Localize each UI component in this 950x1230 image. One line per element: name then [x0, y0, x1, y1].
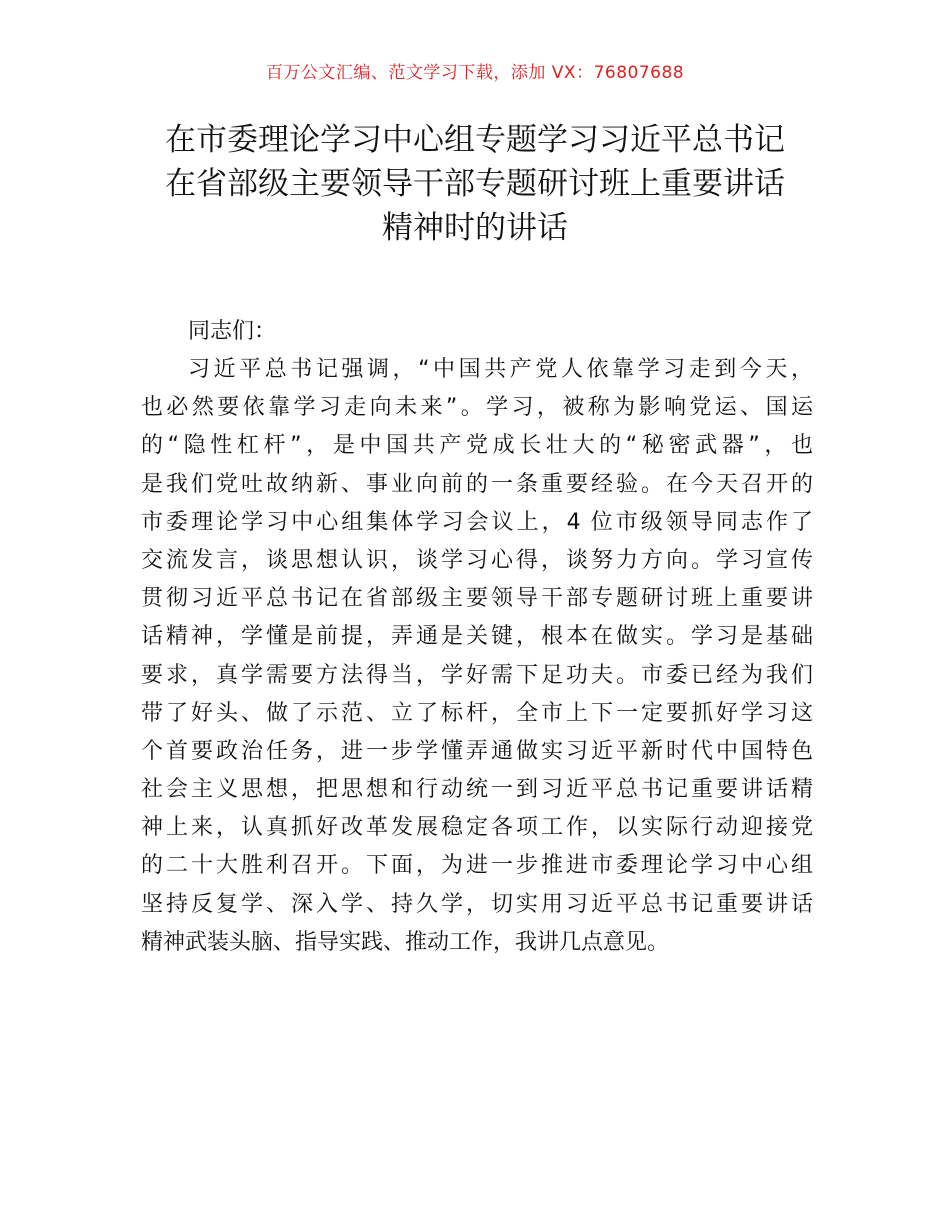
paragraph-line: 的二十大胜利召开。下面，为进一步推进市委理论学习中心组	[141, 853, 813, 879]
paragraph-line: 市委理论学习中心组集体学习会议上，4 位市级领导同志作了	[141, 509, 813, 535]
title-line-2: 在省部级主要领导干部专题研讨班上重要讲话	[165, 166, 785, 202]
title-line-3: 精神时的讲话	[382, 210, 568, 246]
paragraph-line: 社会主义思想，把思想和行动统一到习近平总书记重要讲话精	[141, 777, 813, 803]
paragraph-line: 也必然要依靠学习走向未来”。学习，被称为影响党运、国运	[141, 395, 813, 421]
paragraph-line: 神上来，认真抓好改革发展稳定各项工作，以实际行动迎接党	[141, 815, 813, 841]
paragraph-line: 是我们党吐故纳新、事业向前的一条重要经验。在今天召开的	[141, 471, 813, 497]
paragraph-line: 交流发言，谈思想认识，谈学习心得，谈努力方向。学习宣传	[141, 547, 813, 573]
paragraph-line: 带了好头、做了示范、立了标杆，全市上下一定要抓好学习这	[141, 700, 813, 726]
paragraph-line: 精神武装头脑、指导实践、推动工作，我讲几点意见。	[141, 929, 670, 955]
paragraph-line: 要求，真学需要方法得当，学好需下足功夫。市委已经为我们	[141, 662, 813, 688]
title-line-1: 在市委理论学习中心组专题学习习近平总书记	[165, 122, 785, 158]
paragraph-line: 个首要政治任务，进一步学懂弄通做实习近平新时代中国特色	[141, 738, 813, 764]
paragraph-line: 习近平总书记强调，“中国共产党人依靠学习走到今天，	[188, 357, 813, 382]
paragraph-line: 坚持反复学、深入学、持久学，切实用习近平总书记重要讲话	[141, 891, 813, 917]
paragraph-line: 贯彻习近平总书记在省部级主要领导干部专题研讨班上重要讲	[141, 586, 813, 612]
salutation: 同志们：	[188, 319, 277, 344]
paragraph-line: 话精神，学懂是前提，弄通是关键，根本在做实。学习是基础	[141, 624, 813, 650]
document-title	[100, 118, 850, 250]
watermark-text: 百万公文汇编、范文学习下载，添加 VX：76807688	[265, 63, 685, 83]
paragraph-line: 的“隐性杠杆”，是中国共产党成长壮大的“秘密武器”，也	[141, 433, 813, 459]
body-paragraph	[141, 351, 813, 962]
